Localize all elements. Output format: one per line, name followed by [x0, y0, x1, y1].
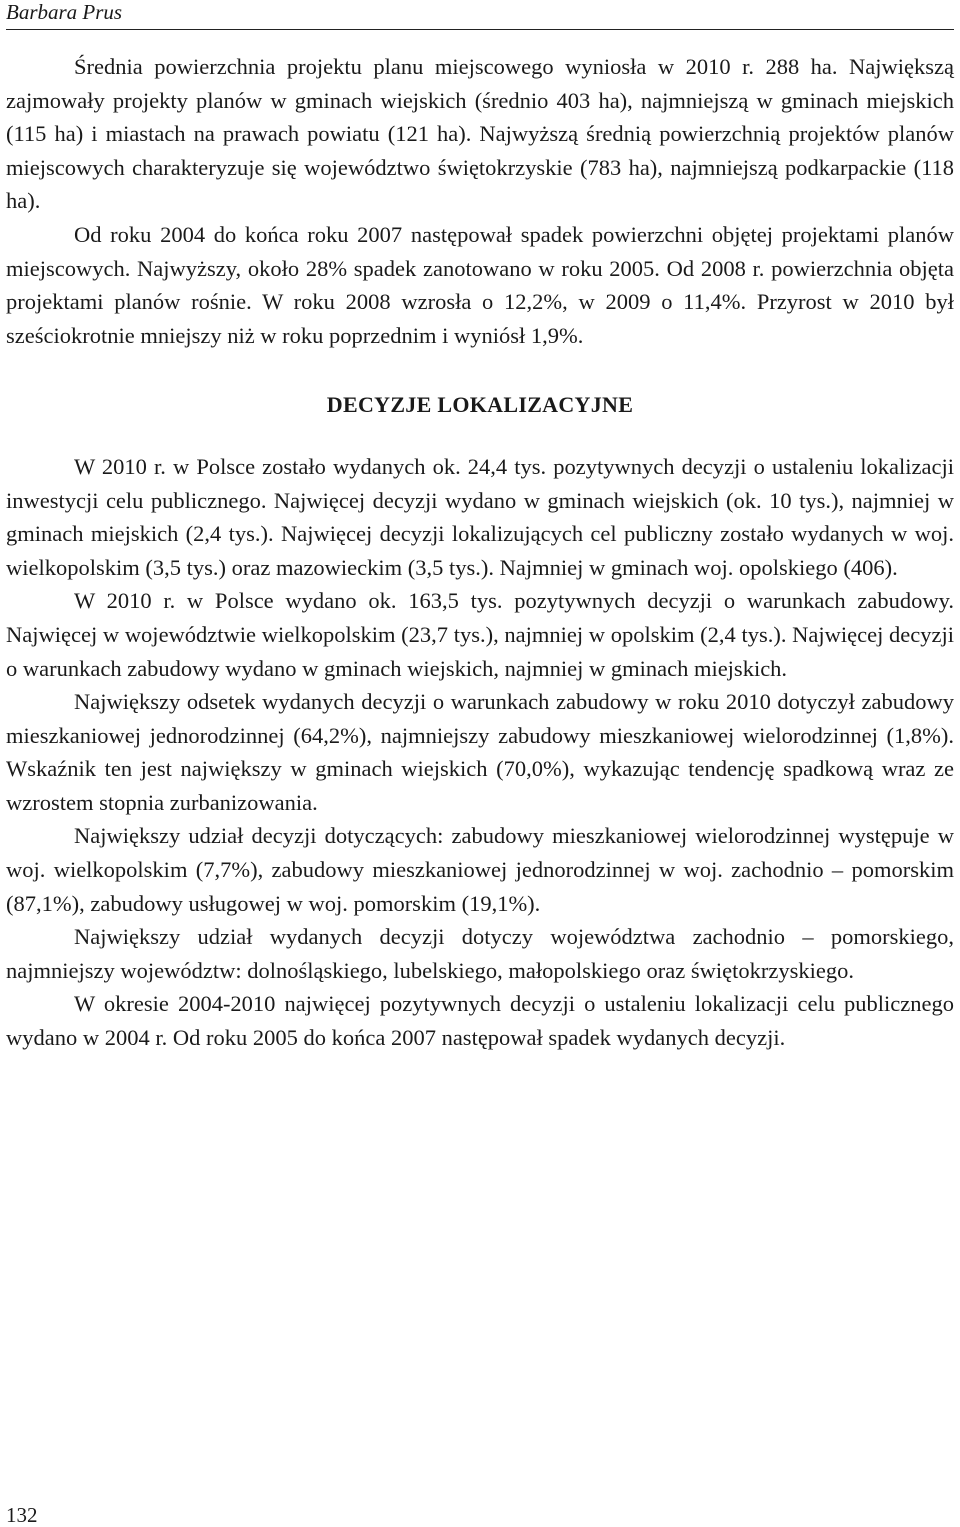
paragraph: Średnia powierzchnia projektu planu miejscowego wyniosła w 2010 r. 288 ha. Największą zajmowały projekty planów w gminach wiejskich (średnio 403 ha), najmniejszą w gminach miejskich (115 ha) i miastach na prawach powiatu (121 ha). Najwyższą średnią powierzchnią projektów planów miejscowych charakteryzuje się województwo świętokrzyskie (783 ha), najmniejszą podkarpackie (118 ha).	[6, 54, 954, 214]
author-name: Barbara Prus	[6, 0, 123, 24]
page-number: 132	[6, 1503, 38, 1527]
paragraph: Od roku 2004 do końca roku 2007 następował spadek powierzchni objętej projektami planów miejscowych. Najwyższy, około 28% spadek zanotowano w roku 2005. Od 2008 r. powierzchnia objęta projektami planów rośnie. W roku 2008 wzrosła o 12,2%, w 2009 o 11,4%. Przyrost w 2010 był sześciokrotnie mniejszy niż w roku poprzednim i wyniósł 1,9%.	[6, 221, 954, 348]
page-header	[6, 0, 954, 30]
page-body	[6, 50, 954, 1055]
paragraph: Największy udział wydanych decyzji dotyczy województwa zachodnio – pomorskiego, najmniejszy województw: dolnośląskiego, lubelskiego, małopolskiego oraz świętokrzyskiego.	[6, 924, 954, 983]
paragraph: W 2010 r. w Polsce zostało wydanych ok. 24,4 tys. pozytywnych decyzji o ustaleniu lokalizacji inwestycji celu publicznego. Najwięcej decyzji wydano w gminach wiejskich (ok. 10 tys.), najmniej w gminach miejskich (2,4 tys.). Najwięcej decyzji lokalizujących cel publiczny zostało wydanych w woj. wielkopolskim (3,5 tys.) oraz mazowieckim (3,5 tys.). Najmniej w gminach woj. opolskiego (406).	[6, 453, 954, 580]
paragraph: W 2010 r. w Polsce wydano ok. 163,5 tys. pozytywnych decyzji o warunkach zabudowy. Najwięcej w województwie wielkopolskim (23,7 tys.), najmniej w opolskim (2,4 tys.). Najwięcej decyzji o warunkach zabudowy wydano w gminach wiejskich, najmniej w gminach miejskich.	[6, 588, 954, 681]
paragraph: Największy odsetek wydanych decyzji o warunkach zabudowy w roku 2010 dotyczył zabudowy mieszkaniowej jednorodzinnej (64,2%), najmniejszy zabudowy mieszkaniowej wielorodzinnej (1,8%). Wskaźnik ten jest największy w gminach wiejskich (70,0%), wykazując tendencję spadkową wraz ze wzrostem stopnia zurbanizowania.	[6, 689, 954, 815]
paragraph: Największy udział decyzji dotyczących: zabudowy mieszkaniowej wielorodzinnej występuje w woj. wielkopolskim (7,7%), zabudowy mieszkaniowej jednorodzinnej w woj. zachodnio – pomorskim (87,1%), zabudowy usługowej w woj. pomorskim (19,1%).	[6, 823, 954, 916]
section-heading: DECYZJE LOKALIZACYJNE	[326, 392, 634, 418]
paragraph: W okresie 2004-2010 najwięcej pozytywnych decyzji o ustaleniu lokalizacji celu publicznego wydano w 2004 r. Od roku 2005 do końca 2007 następował spadek wydanych decyzji.	[6, 991, 954, 1051]
